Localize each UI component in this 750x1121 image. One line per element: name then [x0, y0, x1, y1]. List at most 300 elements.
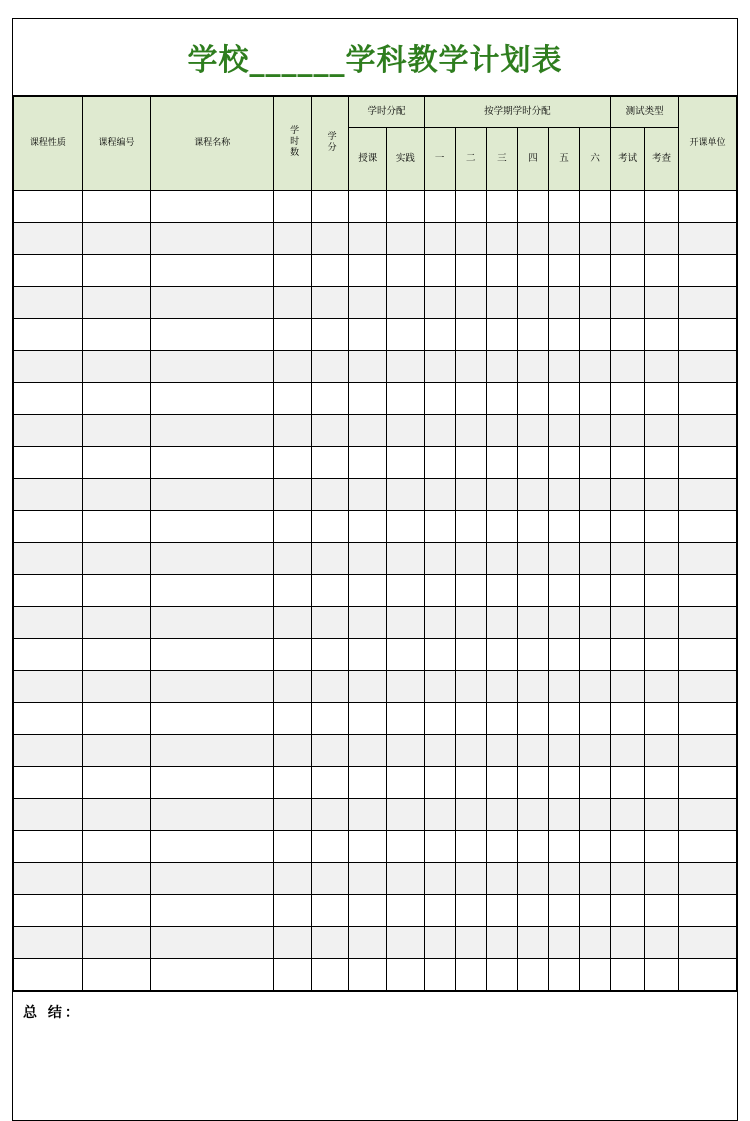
- cell-semester-2[interactable]: [455, 223, 486, 255]
- cell-lecture[interactable]: [349, 895, 387, 927]
- cell-semester-4[interactable]: [517, 703, 548, 735]
- cell-semester-5[interactable]: [548, 895, 579, 927]
- cell-semester-1[interactable]: [424, 479, 455, 511]
- cell-semester-2[interactable]: [455, 799, 486, 831]
- cell-lecture[interactable]: [349, 287, 387, 319]
- cell-semester-3[interactable]: [486, 479, 517, 511]
- cell-practice[interactable]: [387, 799, 425, 831]
- cell-semester-1[interactable]: [424, 863, 455, 895]
- cell-lecture[interactable]: [349, 671, 387, 703]
- cell-credits[interactable]: [311, 703, 349, 735]
- cell-semester-6[interactable]: [580, 351, 611, 383]
- cell-semester-4[interactable]: [517, 575, 548, 607]
- cell-course-name[interactable]: [151, 415, 274, 447]
- cell-course-nature[interactable]: [14, 511, 83, 543]
- cell-credits[interactable]: [311, 639, 349, 671]
- cell-lecture[interactable]: [349, 831, 387, 863]
- cell-semester-3[interactable]: [486, 543, 517, 575]
- cell-course-name[interactable]: [151, 671, 274, 703]
- cell-semester-3[interactable]: [486, 415, 517, 447]
- cell-semester-3[interactable]: [486, 223, 517, 255]
- cell-course-nature[interactable]: [14, 575, 83, 607]
- cell-course-code[interactable]: [82, 511, 151, 543]
- cell-semester-4[interactable]: [517, 351, 548, 383]
- cell-semester-3[interactable]: [486, 607, 517, 639]
- cell-course-nature[interactable]: [14, 319, 83, 351]
- cell-semester-3[interactable]: [486, 447, 517, 479]
- cell-semester-6[interactable]: [580, 959, 611, 991]
- cell-semester-5[interactable]: [548, 191, 579, 223]
- cell-semester-6[interactable]: [580, 863, 611, 895]
- cell-semester-5[interactable]: [548, 287, 579, 319]
- cell-total-hours[interactable]: [274, 927, 312, 959]
- cell-semester-5[interactable]: [548, 863, 579, 895]
- cell-course-code[interactable]: [82, 799, 151, 831]
- cell-course-nature[interactable]: [14, 543, 83, 575]
- cell-semester-6[interactable]: [580, 799, 611, 831]
- cell-total-hours[interactable]: [274, 959, 312, 991]
- cell-semester-2[interactable]: [455, 287, 486, 319]
- cell-semester-5[interactable]: [548, 671, 579, 703]
- cell-practice[interactable]: [387, 927, 425, 959]
- cell-total-hours[interactable]: [274, 895, 312, 927]
- cell-semester-1[interactable]: [424, 223, 455, 255]
- cell-lecture[interactable]: [349, 351, 387, 383]
- cell-semester-4[interactable]: [517, 735, 548, 767]
- cell-credits[interactable]: [311, 767, 349, 799]
- cell-course-name[interactable]: [151, 735, 274, 767]
- cell-course-name[interactable]: [151, 639, 274, 671]
- cell-course-name[interactable]: [151, 287, 274, 319]
- cell-exam[interactable]: [611, 575, 645, 607]
- cell-lecture[interactable]: [349, 575, 387, 607]
- cell-semester-2[interactable]: [455, 511, 486, 543]
- cell-total-hours[interactable]: [274, 639, 312, 671]
- cell-course-code[interactable]: [82, 767, 151, 799]
- cell-course-name[interactable]: [151, 959, 274, 991]
- cell-lecture[interactable]: [349, 255, 387, 287]
- cell-check[interactable]: [645, 479, 679, 511]
- cell-exam[interactable]: [611, 863, 645, 895]
- cell-course-name[interactable]: [151, 575, 274, 607]
- cell-course-name[interactable]: [151, 863, 274, 895]
- cell-course-code[interactable]: [82, 703, 151, 735]
- cell-practice[interactable]: [387, 895, 425, 927]
- cell-credits[interactable]: [311, 415, 349, 447]
- summary-section[interactable]: [13, 991, 737, 1120]
- cell-total-hours[interactable]: [274, 351, 312, 383]
- cell-semester-6[interactable]: [580, 447, 611, 479]
- cell-practice[interactable]: [387, 287, 425, 319]
- cell-semester-1[interactable]: [424, 703, 455, 735]
- cell-semester-2[interactable]: [455, 927, 486, 959]
- cell-unit[interactable]: [679, 511, 737, 543]
- cell-course-nature[interactable]: [14, 895, 83, 927]
- cell-check[interactable]: [645, 543, 679, 575]
- cell-course-nature[interactable]: [14, 415, 83, 447]
- cell-semester-6[interactable]: [580, 255, 611, 287]
- cell-lecture[interactable]: [349, 447, 387, 479]
- cell-practice[interactable]: [387, 543, 425, 575]
- cell-exam[interactable]: [611, 799, 645, 831]
- cell-practice[interactable]: [387, 863, 425, 895]
- cell-course-code[interactable]: [82, 191, 151, 223]
- cell-practice[interactable]: [387, 319, 425, 351]
- cell-semester-5[interactable]: [548, 511, 579, 543]
- cell-semester-6[interactable]: [580, 415, 611, 447]
- cell-semester-1[interactable]: [424, 319, 455, 351]
- cell-course-name[interactable]: [151, 831, 274, 863]
- cell-unit[interactable]: [679, 639, 737, 671]
- cell-unit[interactable]: [679, 415, 737, 447]
- cell-practice[interactable]: [387, 255, 425, 287]
- cell-semester-5[interactable]: [548, 543, 579, 575]
- cell-course-nature[interactable]: [14, 831, 83, 863]
- cell-course-code[interactable]: [82, 479, 151, 511]
- cell-check[interactable]: [645, 863, 679, 895]
- cell-check[interactable]: [645, 799, 679, 831]
- cell-semester-4[interactable]: [517, 639, 548, 671]
- cell-lecture[interactable]: [349, 191, 387, 223]
- cell-semester-3[interactable]: [486, 671, 517, 703]
- cell-course-code[interactable]: [82, 447, 151, 479]
- cell-semester-4[interactable]: [517, 511, 548, 543]
- cell-course-name[interactable]: [151, 895, 274, 927]
- cell-check[interactable]: [645, 319, 679, 351]
- cell-semester-2[interactable]: [455, 191, 486, 223]
- cell-unit[interactable]: [679, 287, 737, 319]
- cell-course-code[interactable]: [82, 383, 151, 415]
- cell-exam[interactable]: [611, 351, 645, 383]
- cell-course-code[interactable]: [82, 863, 151, 895]
- cell-unit[interactable]: [679, 383, 737, 415]
- cell-semester-4[interactable]: [517, 447, 548, 479]
- cell-semester-2[interactable]: [455, 703, 486, 735]
- cell-semester-2[interactable]: [455, 447, 486, 479]
- cell-course-code[interactable]: [82, 671, 151, 703]
- cell-semester-6[interactable]: [580, 831, 611, 863]
- cell-semester-1[interactable]: [424, 831, 455, 863]
- cell-practice[interactable]: [387, 447, 425, 479]
- cell-semester-6[interactable]: [580, 383, 611, 415]
- cell-course-nature[interactable]: [14, 479, 83, 511]
- cell-exam[interactable]: [611, 671, 645, 703]
- cell-semester-2[interactable]: [455, 767, 486, 799]
- cell-unit[interactable]: [679, 927, 737, 959]
- cell-total-hours[interactable]: [274, 863, 312, 895]
- cell-semester-6[interactable]: [580, 703, 611, 735]
- cell-unit[interactable]: [679, 735, 737, 767]
- cell-exam[interactable]: [611, 511, 645, 543]
- cell-check[interactable]: [645, 831, 679, 863]
- cell-course-nature[interactable]: [14, 671, 83, 703]
- cell-exam[interactable]: [611, 447, 645, 479]
- cell-course-nature[interactable]: [14, 287, 83, 319]
- cell-unit[interactable]: [679, 255, 737, 287]
- cell-course-nature[interactable]: [14, 223, 83, 255]
- cell-practice[interactable]: [387, 959, 425, 991]
- cell-credits[interactable]: [311, 223, 349, 255]
- cell-lecture[interactable]: [349, 511, 387, 543]
- cell-course-nature[interactable]: [14, 927, 83, 959]
- cell-credits[interactable]: [311, 671, 349, 703]
- cell-course-name[interactable]: [151, 479, 274, 511]
- cell-practice[interactable]: [387, 511, 425, 543]
- cell-total-hours[interactable]: [274, 799, 312, 831]
- cell-semester-1[interactable]: [424, 543, 455, 575]
- cell-semester-4[interactable]: [517, 927, 548, 959]
- cell-exam[interactable]: [611, 767, 645, 799]
- cell-semester-3[interactable]: [486, 799, 517, 831]
- cell-unit[interactable]: [679, 703, 737, 735]
- cell-semester-5[interactable]: [548, 927, 579, 959]
- cell-semester-1[interactable]: [424, 767, 455, 799]
- cell-semester-1[interactable]: [424, 575, 455, 607]
- cell-check[interactable]: [645, 895, 679, 927]
- cell-semester-1[interactable]: [424, 735, 455, 767]
- cell-semester-3[interactable]: [486, 831, 517, 863]
- cell-exam[interactable]: [611, 639, 645, 671]
- cell-semester-5[interactable]: [548, 767, 579, 799]
- cell-semester-4[interactable]: [517, 863, 548, 895]
- cell-semester-1[interactable]: [424, 607, 455, 639]
- cell-course-nature[interactable]: [14, 799, 83, 831]
- cell-course-nature[interactable]: [14, 735, 83, 767]
- cell-total-hours[interactable]: [274, 735, 312, 767]
- cell-check[interactable]: [645, 511, 679, 543]
- cell-semester-6[interactable]: [580, 735, 611, 767]
- cell-exam[interactable]: [611, 287, 645, 319]
- cell-semester-2[interactable]: [455, 959, 486, 991]
- cell-course-code[interactable]: [82, 959, 151, 991]
- cell-semester-1[interactable]: [424, 447, 455, 479]
- cell-semester-2[interactable]: [455, 895, 486, 927]
- cell-semester-1[interactable]: [424, 351, 455, 383]
- cell-course-nature[interactable]: [14, 191, 83, 223]
- cell-unit[interactable]: [679, 223, 737, 255]
- cell-semester-6[interactable]: [580, 543, 611, 575]
- cell-exam[interactable]: [611, 415, 645, 447]
- cell-credits[interactable]: [311, 735, 349, 767]
- cell-semester-1[interactable]: [424, 799, 455, 831]
- cell-exam[interactable]: [611, 703, 645, 735]
- cell-course-name[interactable]: [151, 351, 274, 383]
- cell-course-name[interactable]: [151, 255, 274, 287]
- cell-semester-6[interactable]: [580, 639, 611, 671]
- cell-semester-4[interactable]: [517, 191, 548, 223]
- cell-semester-1[interactable]: [424, 415, 455, 447]
- cell-course-nature[interactable]: [14, 447, 83, 479]
- cell-semester-2[interactable]: [455, 831, 486, 863]
- cell-credits[interactable]: [311, 287, 349, 319]
- cell-course-nature[interactable]: [14, 607, 83, 639]
- cell-semester-1[interactable]: [424, 927, 455, 959]
- cell-course-nature[interactable]: [14, 639, 83, 671]
- cell-check[interactable]: [645, 191, 679, 223]
- cell-semester-5[interactable]: [548, 319, 579, 351]
- cell-total-hours[interactable]: [274, 191, 312, 223]
- cell-credits[interactable]: [311, 959, 349, 991]
- cell-credits[interactable]: [311, 927, 349, 959]
- cell-practice[interactable]: [387, 767, 425, 799]
- cell-semester-6[interactable]: [580, 575, 611, 607]
- cell-total-hours[interactable]: [274, 607, 312, 639]
- cell-semester-1[interactable]: [424, 959, 455, 991]
- cell-total-hours[interactable]: [274, 479, 312, 511]
- cell-semester-2[interactable]: [455, 575, 486, 607]
- cell-total-hours[interactable]: [274, 543, 312, 575]
- cell-practice[interactable]: [387, 703, 425, 735]
- cell-course-name[interactable]: [151, 799, 274, 831]
- cell-course-name[interactable]: [151, 383, 274, 415]
- cell-semester-2[interactable]: [455, 255, 486, 287]
- cell-credits[interactable]: [311, 575, 349, 607]
- cell-lecture[interactable]: [349, 415, 387, 447]
- cell-course-name[interactable]: [151, 767, 274, 799]
- cell-course-nature[interactable]: [14, 863, 83, 895]
- cell-course-nature[interactable]: [14, 959, 83, 991]
- cell-exam[interactable]: [611, 959, 645, 991]
- cell-semester-5[interactable]: [548, 447, 579, 479]
- cell-semester-4[interactable]: [517, 831, 548, 863]
- cell-credits[interactable]: [311, 351, 349, 383]
- cell-semester-5[interactable]: [548, 351, 579, 383]
- cell-semester-4[interactable]: [517, 479, 548, 511]
- cell-credits[interactable]: [311, 255, 349, 287]
- cell-semester-3[interactable]: [486, 255, 517, 287]
- cell-practice[interactable]: [387, 575, 425, 607]
- cell-semester-4[interactable]: [517, 319, 548, 351]
- cell-course-code[interactable]: [82, 895, 151, 927]
- cell-check[interactable]: [645, 639, 679, 671]
- cell-exam[interactable]: [611, 607, 645, 639]
- cell-credits[interactable]: [311, 607, 349, 639]
- cell-semester-6[interactable]: [580, 479, 611, 511]
- cell-semester-4[interactable]: [517, 255, 548, 287]
- cell-semester-5[interactable]: [548, 383, 579, 415]
- cell-semester-3[interactable]: [486, 351, 517, 383]
- cell-course-code[interactable]: [82, 287, 151, 319]
- cell-lecture[interactable]: [349, 959, 387, 991]
- cell-semester-1[interactable]: [424, 639, 455, 671]
- cell-lecture[interactable]: [349, 479, 387, 511]
- cell-semester-3[interactable]: [486, 191, 517, 223]
- cell-semester-5[interactable]: [548, 799, 579, 831]
- cell-exam[interactable]: [611, 319, 645, 351]
- cell-check[interactable]: [645, 223, 679, 255]
- cell-lecture[interactable]: [349, 735, 387, 767]
- cell-course-name[interactable]: [151, 447, 274, 479]
- cell-course-code[interactable]: [82, 319, 151, 351]
- cell-semester-6[interactable]: [580, 319, 611, 351]
- cell-semester-1[interactable]: [424, 895, 455, 927]
- cell-semester-5[interactable]: [548, 223, 579, 255]
- cell-semester-5[interactable]: [548, 831, 579, 863]
- cell-unit[interactable]: [679, 671, 737, 703]
- cell-semester-6[interactable]: [580, 287, 611, 319]
- cell-semester-6[interactable]: [580, 927, 611, 959]
- cell-practice[interactable]: [387, 415, 425, 447]
- cell-semester-4[interactable]: [517, 959, 548, 991]
- cell-check[interactable]: [645, 415, 679, 447]
- cell-semester-3[interactable]: [486, 767, 517, 799]
- cell-lecture[interactable]: [349, 543, 387, 575]
- cell-semester-3[interactable]: [486, 319, 517, 351]
- cell-lecture[interactable]: [349, 767, 387, 799]
- cell-practice[interactable]: [387, 223, 425, 255]
- cell-total-hours[interactable]: [274, 287, 312, 319]
- cell-credits[interactable]: [311, 831, 349, 863]
- cell-lecture[interactable]: [349, 703, 387, 735]
- cell-semester-5[interactable]: [548, 479, 579, 511]
- cell-semester-3[interactable]: [486, 383, 517, 415]
- cell-credits[interactable]: [311, 447, 349, 479]
- cell-semester-3[interactable]: [486, 927, 517, 959]
- cell-semester-3[interactable]: [486, 575, 517, 607]
- cell-total-hours[interactable]: [274, 255, 312, 287]
- cell-check[interactable]: [645, 447, 679, 479]
- cell-lecture[interactable]: [349, 799, 387, 831]
- cell-semester-2[interactable]: [455, 479, 486, 511]
- cell-check[interactable]: [645, 767, 679, 799]
- cell-semester-4[interactable]: [517, 799, 548, 831]
- cell-practice[interactable]: [387, 639, 425, 671]
- cell-total-hours[interactable]: [274, 703, 312, 735]
- cell-semester-3[interactable]: [486, 511, 517, 543]
- cell-course-nature[interactable]: [14, 767, 83, 799]
- cell-lecture[interactable]: [349, 863, 387, 895]
- cell-semester-1[interactable]: [424, 383, 455, 415]
- cell-exam[interactable]: [611, 223, 645, 255]
- cell-unit[interactable]: [679, 191, 737, 223]
- cell-credits[interactable]: [311, 383, 349, 415]
- cell-semester-6[interactable]: [580, 895, 611, 927]
- cell-unit[interactable]: [679, 447, 737, 479]
- cell-unit[interactable]: [679, 479, 737, 511]
- cell-total-hours[interactable]: [274, 383, 312, 415]
- cell-semester-1[interactable]: [424, 511, 455, 543]
- cell-semester-3[interactable]: [486, 735, 517, 767]
- cell-check[interactable]: [645, 927, 679, 959]
- cell-semester-2[interactable]: [455, 639, 486, 671]
- cell-semester-4[interactable]: [517, 671, 548, 703]
- cell-course-name[interactable]: [151, 319, 274, 351]
- cell-semester-2[interactable]: [455, 607, 486, 639]
- cell-practice[interactable]: [387, 479, 425, 511]
- cell-lecture[interactable]: [349, 639, 387, 671]
- cell-exam[interactable]: [611, 735, 645, 767]
- cell-semester-6[interactable]: [580, 223, 611, 255]
- cell-unit[interactable]: [679, 543, 737, 575]
- cell-semester-1[interactable]: [424, 671, 455, 703]
- cell-semester-2[interactable]: [455, 543, 486, 575]
- cell-semester-4[interactable]: [517, 895, 548, 927]
- cell-semester-5[interactable]: [548, 703, 579, 735]
- cell-semester-5[interactable]: [548, 415, 579, 447]
- cell-semester-4[interactable]: [517, 543, 548, 575]
- cell-check[interactable]: [645, 383, 679, 415]
- cell-semester-3[interactable]: [486, 639, 517, 671]
- cell-unit[interactable]: [679, 799, 737, 831]
- cell-exam[interactable]: [611, 831, 645, 863]
- cell-unit[interactable]: [679, 959, 737, 991]
- cell-semester-6[interactable]: [580, 671, 611, 703]
- cell-semester-1[interactable]: [424, 287, 455, 319]
- cell-semester-5[interactable]: [548, 255, 579, 287]
- cell-lecture[interactable]: [349, 319, 387, 351]
- cell-course-nature[interactable]: [14, 351, 83, 383]
- cell-unit[interactable]: [679, 895, 737, 927]
